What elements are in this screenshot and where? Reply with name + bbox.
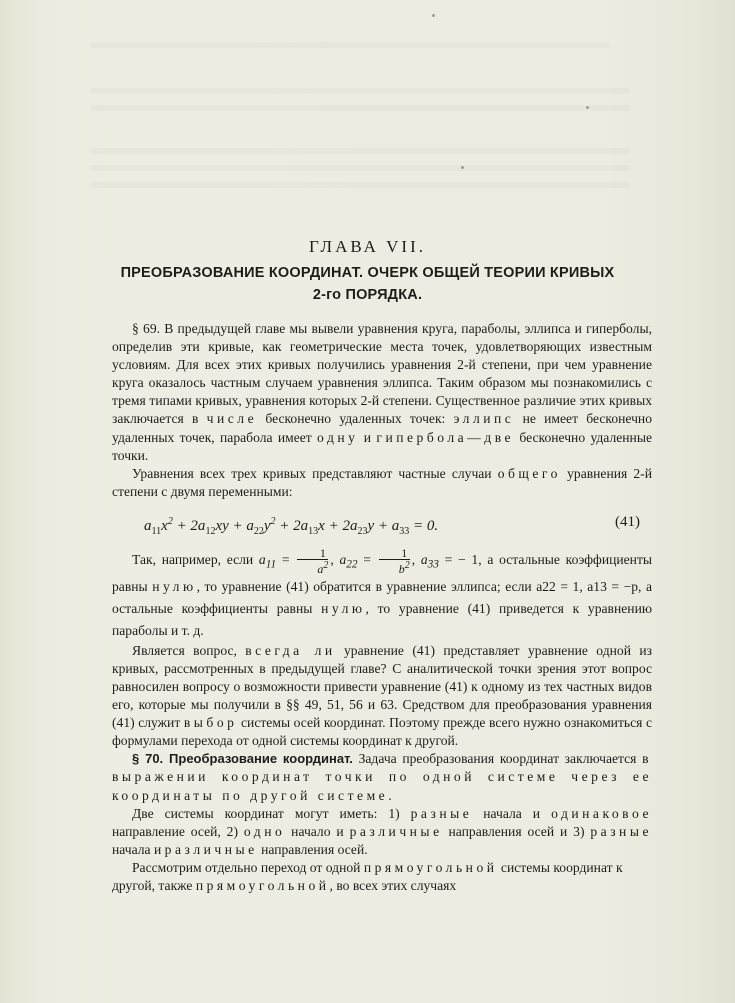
bleed-through-line: [90, 88, 630, 94]
chapter-title-line1: ПРЕОБРАЗОВАНИЕ КООРДИНАТ. ОЧЕРК ОБЩЕЙ ТЕОРИИ КРИВЫХ: [120, 265, 615, 281]
equation-41: [112, 511, 652, 537]
paragraph-s70-1: § 70. Преобразование координат. Задача преобразования координат заключается в выражении координат точки по одной системе через ее координаты по другой системе.: [112, 751, 652, 803]
section-heading-s70: § 70. Преобразование координат.: [132, 751, 353, 767]
bleed-through-line: [90, 42, 610, 48]
chapter-title: [0, 262, 735, 306]
bleed-through-line: [90, 148, 630, 154]
speck: [586, 106, 589, 109]
paragraph-s69-1: § 69. В предыдущей главе мы вывели уравнения круга, параболы, эллипса и гиперболы, определив эти кривые, как геометрические места точек, удовлетворяющих известным условиям. Для всех этих кривых получились уравнения 2-й степени, при чем уравнение круга оказалось частным случаем уравнения эллипса. Таким образом мы познакомились с тремя типами кривых, уравнения которых 2-й степени. Существенное различие этих кривых заключается в числе бесконечно удаленных точек: эллипс не имеет бесконечно удаленных точек, парабола имеет одну и гипербола—две бесконечно удаленные точки.: [112, 321, 653, 463]
paragraph-s70-3: Рассмотрим отдельно переход от одной прямоугольной системы координат к другой, также прямоугольной, во всех этих случаях: [112, 859, 623, 893]
bleed-through-line: [90, 182, 630, 188]
speck: [461, 166, 464, 169]
speck: [432, 14, 435, 17]
chapter-title-line2: 2-го ПОРЯДКА.: [312, 287, 423, 303]
paragraph-s69-3: Так, например, если $a_{11}$ = $\frac{1}{a^2}$ , $a_{22}$ = $\frac{1}{b^2}$ , $a_{33}$ = − 1, а остальные коэффициенты равны нулю, то уравнение (41) обратится в уравнение эллипса; если a22 = 1, a13 = −p, а остальные коэффициенты равны нулю, то уравнение (41) приведется к уравнению параболы и т. д.: [112, 545, 653, 638]
equation-expression: $a_{11}x^2 + 2a_{12}xy + a_{22}y^2 + 2a_{13}x + 2a_{23}y + a_{33} = 0$.: [144, 515, 439, 537]
chapter-label: ГЛАВА VII.: [308, 237, 426, 256]
bleed-through-line: [90, 105, 630, 111]
equation-number: (41): [615, 513, 640, 530]
body-text: [112, 320, 652, 895]
paragraph-s69-4: Является вопрос, всегда ли уравнение (41) представляет уравнение одной из кривых, рассмотренных в предыдущей главе? С аналитической точки зрения этот вопрос равносилен вопросу о возможности привести уравнение (41) к одному из тех частных видов его, которые мы получили в §§ 49, 51, 56 и 63. Средством для преобразования уравнения (41) служит выбор системы осей координат. Поэтому прежде всего нужно ознакомиться с формулами перехода от одной системы координат к другой.: [112, 642, 652, 749]
paragraph-s69-2: Уравнения всех трех кривых представляют частные случаи общего уравнения 2-й степени с двумя переменными:: [112, 465, 652, 499]
paragraph-s70-2: Две системы координат могут иметь: 1) разные начала и одинаковое направление осей, 2) одно начало и различные направления осей и 3) разные начала и различные направления осей.: [112, 805, 653, 857]
bleed-through-line: [90, 165, 630, 171]
